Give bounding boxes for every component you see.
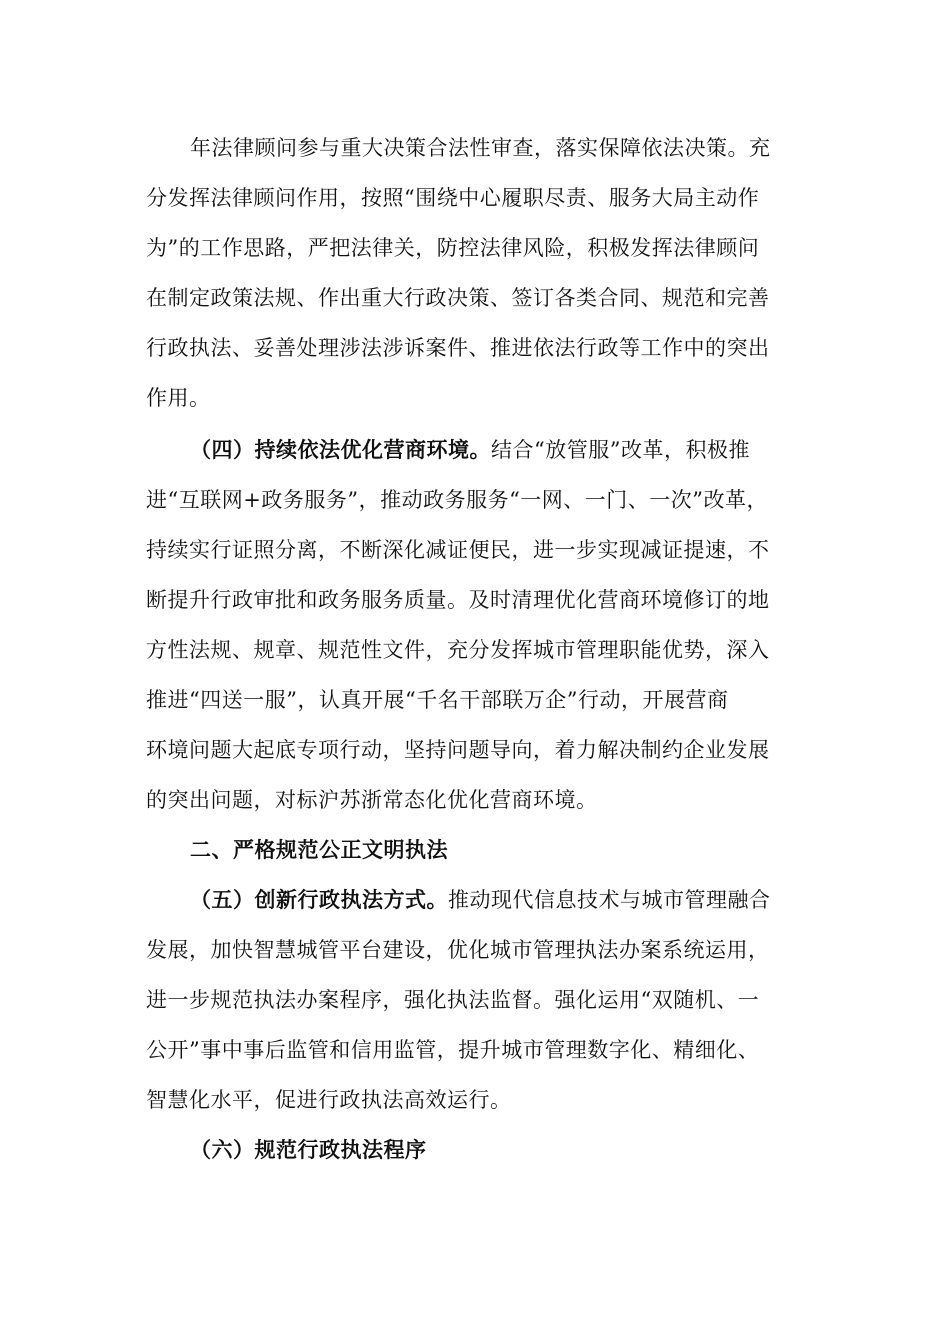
section-4-heading: （四）持续依法优化营商环境。 [190,437,491,462]
paragraph-line: 断提升行政审批和政务服务质量。及时清理优化营商环境修订的地 [146,588,770,612]
paragraph-line: 推进“四送一服”，认真开展“千名干部联万企”行动，开展营商 [146,688,729,712]
section-5-heading: （五）创新行政执法方式。 [190,887,448,912]
section-4-first-line [190,430,750,470]
paragraph-line: 持续实行证照分离，不断深化减证便民，进一步实现减证提速，不 [146,538,770,562]
paragraph-line: 公开”事中事后监管和信用监管，提升城市管理数字化、精细化、 [146,1038,760,1062]
paragraph-line: 分发挥法律顾问作用，按照“围绕中心履职尽责、服务大局主动作 [146,186,760,210]
paragraph-line: 进“互联网+政务服务”，推动政务服务“一网、一门、一次”改革， [146,488,769,512]
section-4-text: 结合“放管服”改革，积极推 [491,438,750,462]
section-6-heading: （六）规范行政执法程序 [190,1137,427,1162]
paragraph-line: 的突出问题，对标沪苏浙常态化优化营商环境。 [146,788,598,812]
paragraph-line: 年法律顾问参与重大决策合法性审查，落实保障依法决策。充 [190,136,771,160]
paragraph-line: 智慧化水平，促进行政执法高效运行。 [146,1088,512,1112]
section-5-first-line [190,880,771,920]
paragraph-line: 为”的工作思路，严把法律关，防控法律风险，积极发挥法律顾问 [146,236,760,260]
paragraph-line: 在制定政策法规、作出重大行政决策、签订各类合同、规范和完善 [146,286,770,310]
paragraph-line: 环境问题大起底专项行动，坚持问题导向，着力解决制约企业发展 [146,738,770,762]
paragraph-line: 进一步规范执法办案程序，强化执法监督。强化运用“双随机、一 [146,988,760,1012]
paragraph-line: 行政执法、妥善处理涉法涉诉案件、推进依法行政等工作中的突出 [146,336,770,360]
paragraph-line: 作用。 [146,386,211,410]
part-2-heading: 二、严格规范公正文明执法 [190,837,448,862]
paragraph-line: 发展，加快智慧城管平台建设，优化城市管理执法办案系统运用， [146,938,770,962]
section-5-text: 推动现代信息技术与城市管理融合 [448,888,771,912]
paragraph-line: 方性法规、规章、规范性文件，充分发挥城市管理职能优势，深入 [146,638,770,662]
